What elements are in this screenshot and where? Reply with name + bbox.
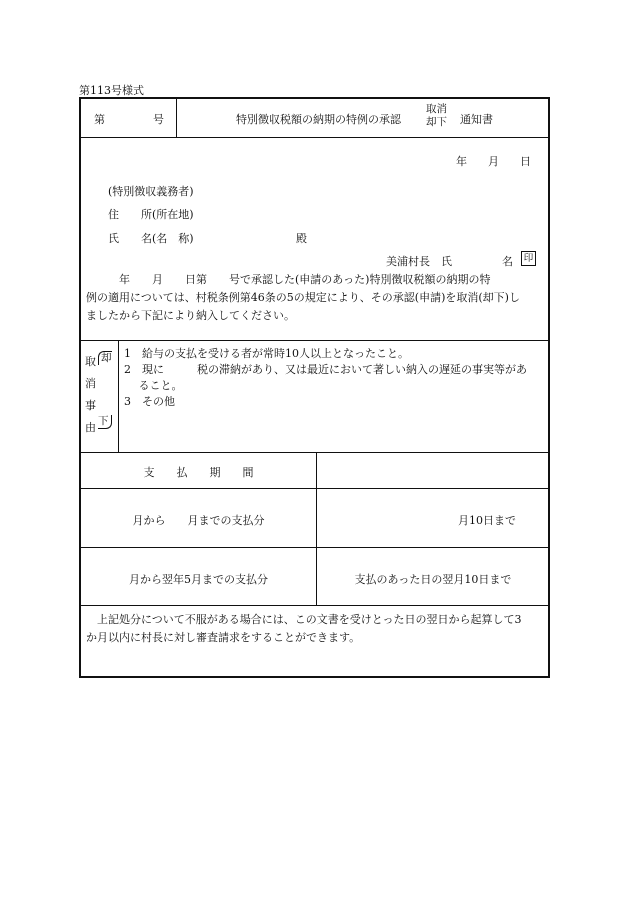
reasons-divider xyxy=(118,340,119,452)
reasons-label-char: 由 xyxy=(85,421,96,434)
body-line: 例の適用については、村税条例第46条の5の規定により、その承認(申請)を取消(却下)し xyxy=(86,291,520,304)
table-row-left: 月から 月までの支払分 xyxy=(132,514,265,527)
reasons-label-alt xyxy=(98,351,112,365)
recipient-role: (特別徴収義務者) xyxy=(108,185,194,198)
form-title: 特別徴収税額の納期の特例の承認 xyxy=(236,113,401,126)
header-divider xyxy=(176,99,177,137)
issuer-title: 美浦村長 氏 xyxy=(386,255,452,268)
table-top-border xyxy=(81,452,548,453)
option-reject: 却下 xyxy=(426,116,447,128)
table-bottom-border xyxy=(81,605,548,606)
appeal-notice xyxy=(86,611,522,647)
reasons-label-char: 事 xyxy=(85,399,96,412)
appeal-line: 上記処分について不服がある場合には、この文書を受けとった日の翌日から起算して3 xyxy=(86,613,522,626)
reasons-label-char: 消 xyxy=(85,377,96,390)
table-row-left: 月から翌年5月までの支払分 xyxy=(129,573,268,586)
number-prefix: 第 xyxy=(94,113,105,126)
reasons-list xyxy=(124,346,527,410)
honorific: 殿 xyxy=(296,232,307,245)
reason-item: ること。 xyxy=(124,379,183,392)
table-header-left: 支 払 期 間 xyxy=(143,466,254,479)
header-separator xyxy=(81,137,548,138)
date-day: 日 xyxy=(520,155,531,168)
number-suffix: 号 xyxy=(153,113,164,126)
body-paragraph xyxy=(86,271,520,325)
option-cancel: 取消 xyxy=(426,103,447,115)
reasons-label-char: 取 xyxy=(85,355,96,368)
body-line: ましたから下記により納入してください。 xyxy=(86,309,295,322)
issuer-name-char: 名 xyxy=(502,255,513,268)
date-year: 年 xyxy=(456,155,467,168)
table-row-right: 月10日まで xyxy=(458,514,516,527)
table-row-border xyxy=(81,547,548,548)
form-number-label: 第113号様式 xyxy=(79,84,144,97)
reasons-label-alt-char: 下 xyxy=(98,415,112,429)
reasons-label-alt-char: 却 xyxy=(98,351,112,365)
seal-mark xyxy=(521,251,536,266)
notice-form xyxy=(79,97,550,678)
reasons-top-border xyxy=(81,340,548,341)
seal-char: 印 xyxy=(521,251,536,266)
address-label: 住 所(所在地) xyxy=(108,208,194,221)
reasons-label-alt xyxy=(98,415,112,429)
cancel-reject-options xyxy=(426,103,447,129)
reasons-label xyxy=(85,351,96,439)
name-label: 氏 名(名 称) xyxy=(108,232,194,245)
body-line: 年 月 日第 号で承認した(申請のあった)特別徴収税額の納期の特 xyxy=(86,273,491,286)
reason-item: 2 現に 税の滞納があり、又は最近において著しい納入の遅延の事実等があ xyxy=(124,363,527,376)
date-month: 月 xyxy=(488,155,499,168)
appeal-line: か月以内に村長に対し審査請求をすることができます。 xyxy=(86,631,361,644)
table-header-border xyxy=(81,488,548,489)
title-suffix: 通知書 xyxy=(460,113,493,126)
reason-item: 1 給与の支払を受ける者が常時10人以上となったこと。 xyxy=(124,347,409,360)
reason-item: 3 その他 xyxy=(124,395,175,408)
table-row-right: 支払のあった日の翌月10日まで xyxy=(354,573,512,586)
